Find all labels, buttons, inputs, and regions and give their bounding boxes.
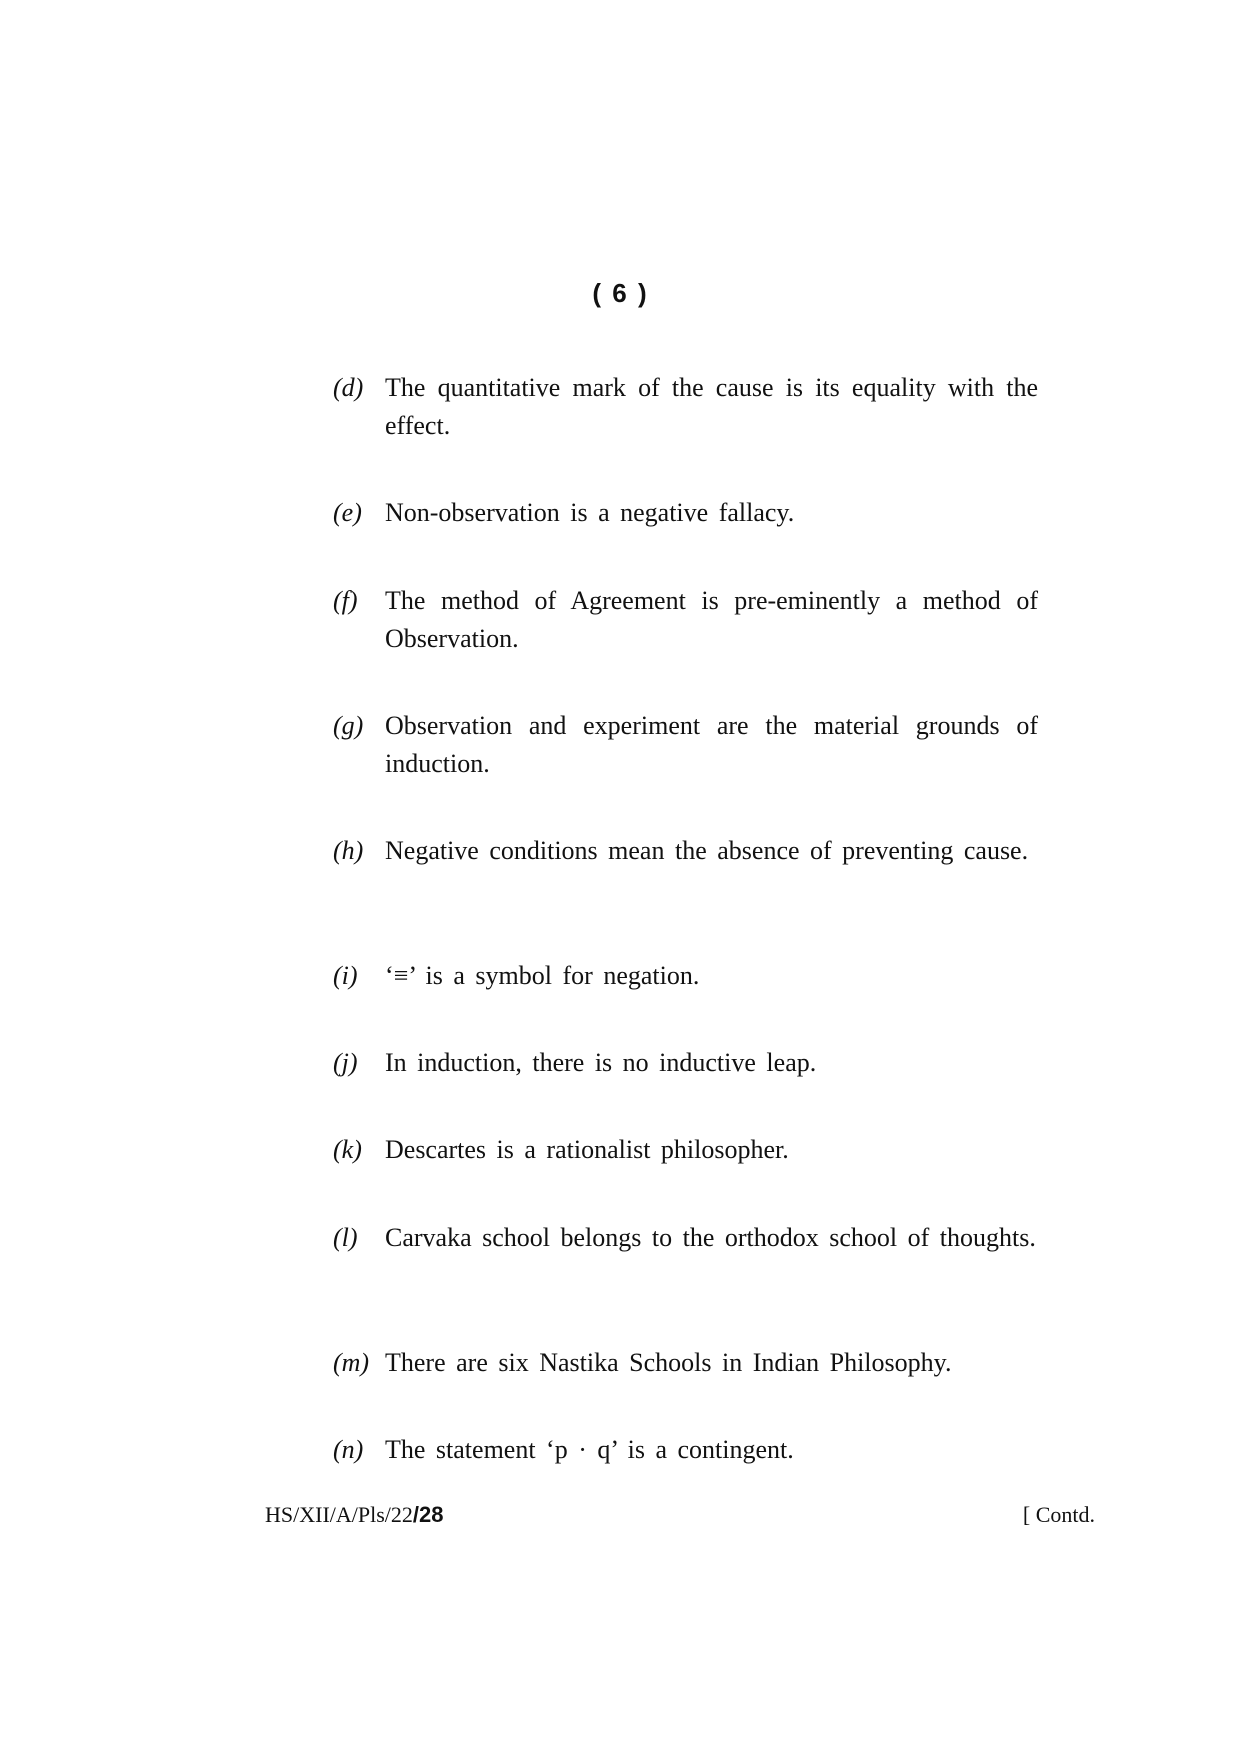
question-label: (h)	[333, 836, 364, 865]
paper-code-bold: /28	[412, 1502, 444, 1527]
question-text: ‘≡’ is a symbol for negation.	[385, 961, 700, 990]
question-label: (i)	[333, 961, 358, 990]
question-text: There are six Nastika Schools in Indian Philosophy.	[385, 1348, 952, 1377]
paper-code	[265, 1502, 444, 1528]
question-label: (k)	[333, 1135, 362, 1164]
question-label: (d)	[333, 373, 364, 402]
question-text: Carvaka school belongs to the orthodox school of thoughts.	[385, 1223, 1036, 1252]
question-label: (f)	[333, 586, 358, 615]
question-text: The quantitative mark of the cause is its equality with the effect.	[385, 373, 1038, 440]
page-number: ( 6 )	[592, 278, 649, 308]
question-text: Negative conditions mean the absence of preventing cause.	[385, 836, 1029, 865]
question-text: The method of Agreement is pre-eminently a method of Observation.	[385, 586, 1038, 653]
question-label: (l)	[333, 1223, 358, 1252]
question-text: Descartes is a rationalist philosopher.	[385, 1135, 789, 1164]
question-label: (j)	[333, 1048, 358, 1077]
contd-label: [ Contd.	[1022, 1502, 1095, 1527]
question-text: The statement ‘p · q’ is a contingent.	[385, 1435, 794, 1464]
question-label: (n)	[333, 1435, 364, 1464]
question-label: (m)	[333, 1348, 370, 1377]
question-text: Observation and experiment are the material grounds of induction.	[385, 711, 1038, 778]
paper-code-text: HS/XII/A/Pls/22	[265, 1502, 413, 1527]
question-text: In induction, there is no inductive leap.	[385, 1048, 817, 1077]
question-text: Non-observation is a negative fallacy.	[385, 498, 795, 527]
question-label: (g)	[333, 711, 364, 740]
question-label: (e)	[333, 498, 362, 527]
